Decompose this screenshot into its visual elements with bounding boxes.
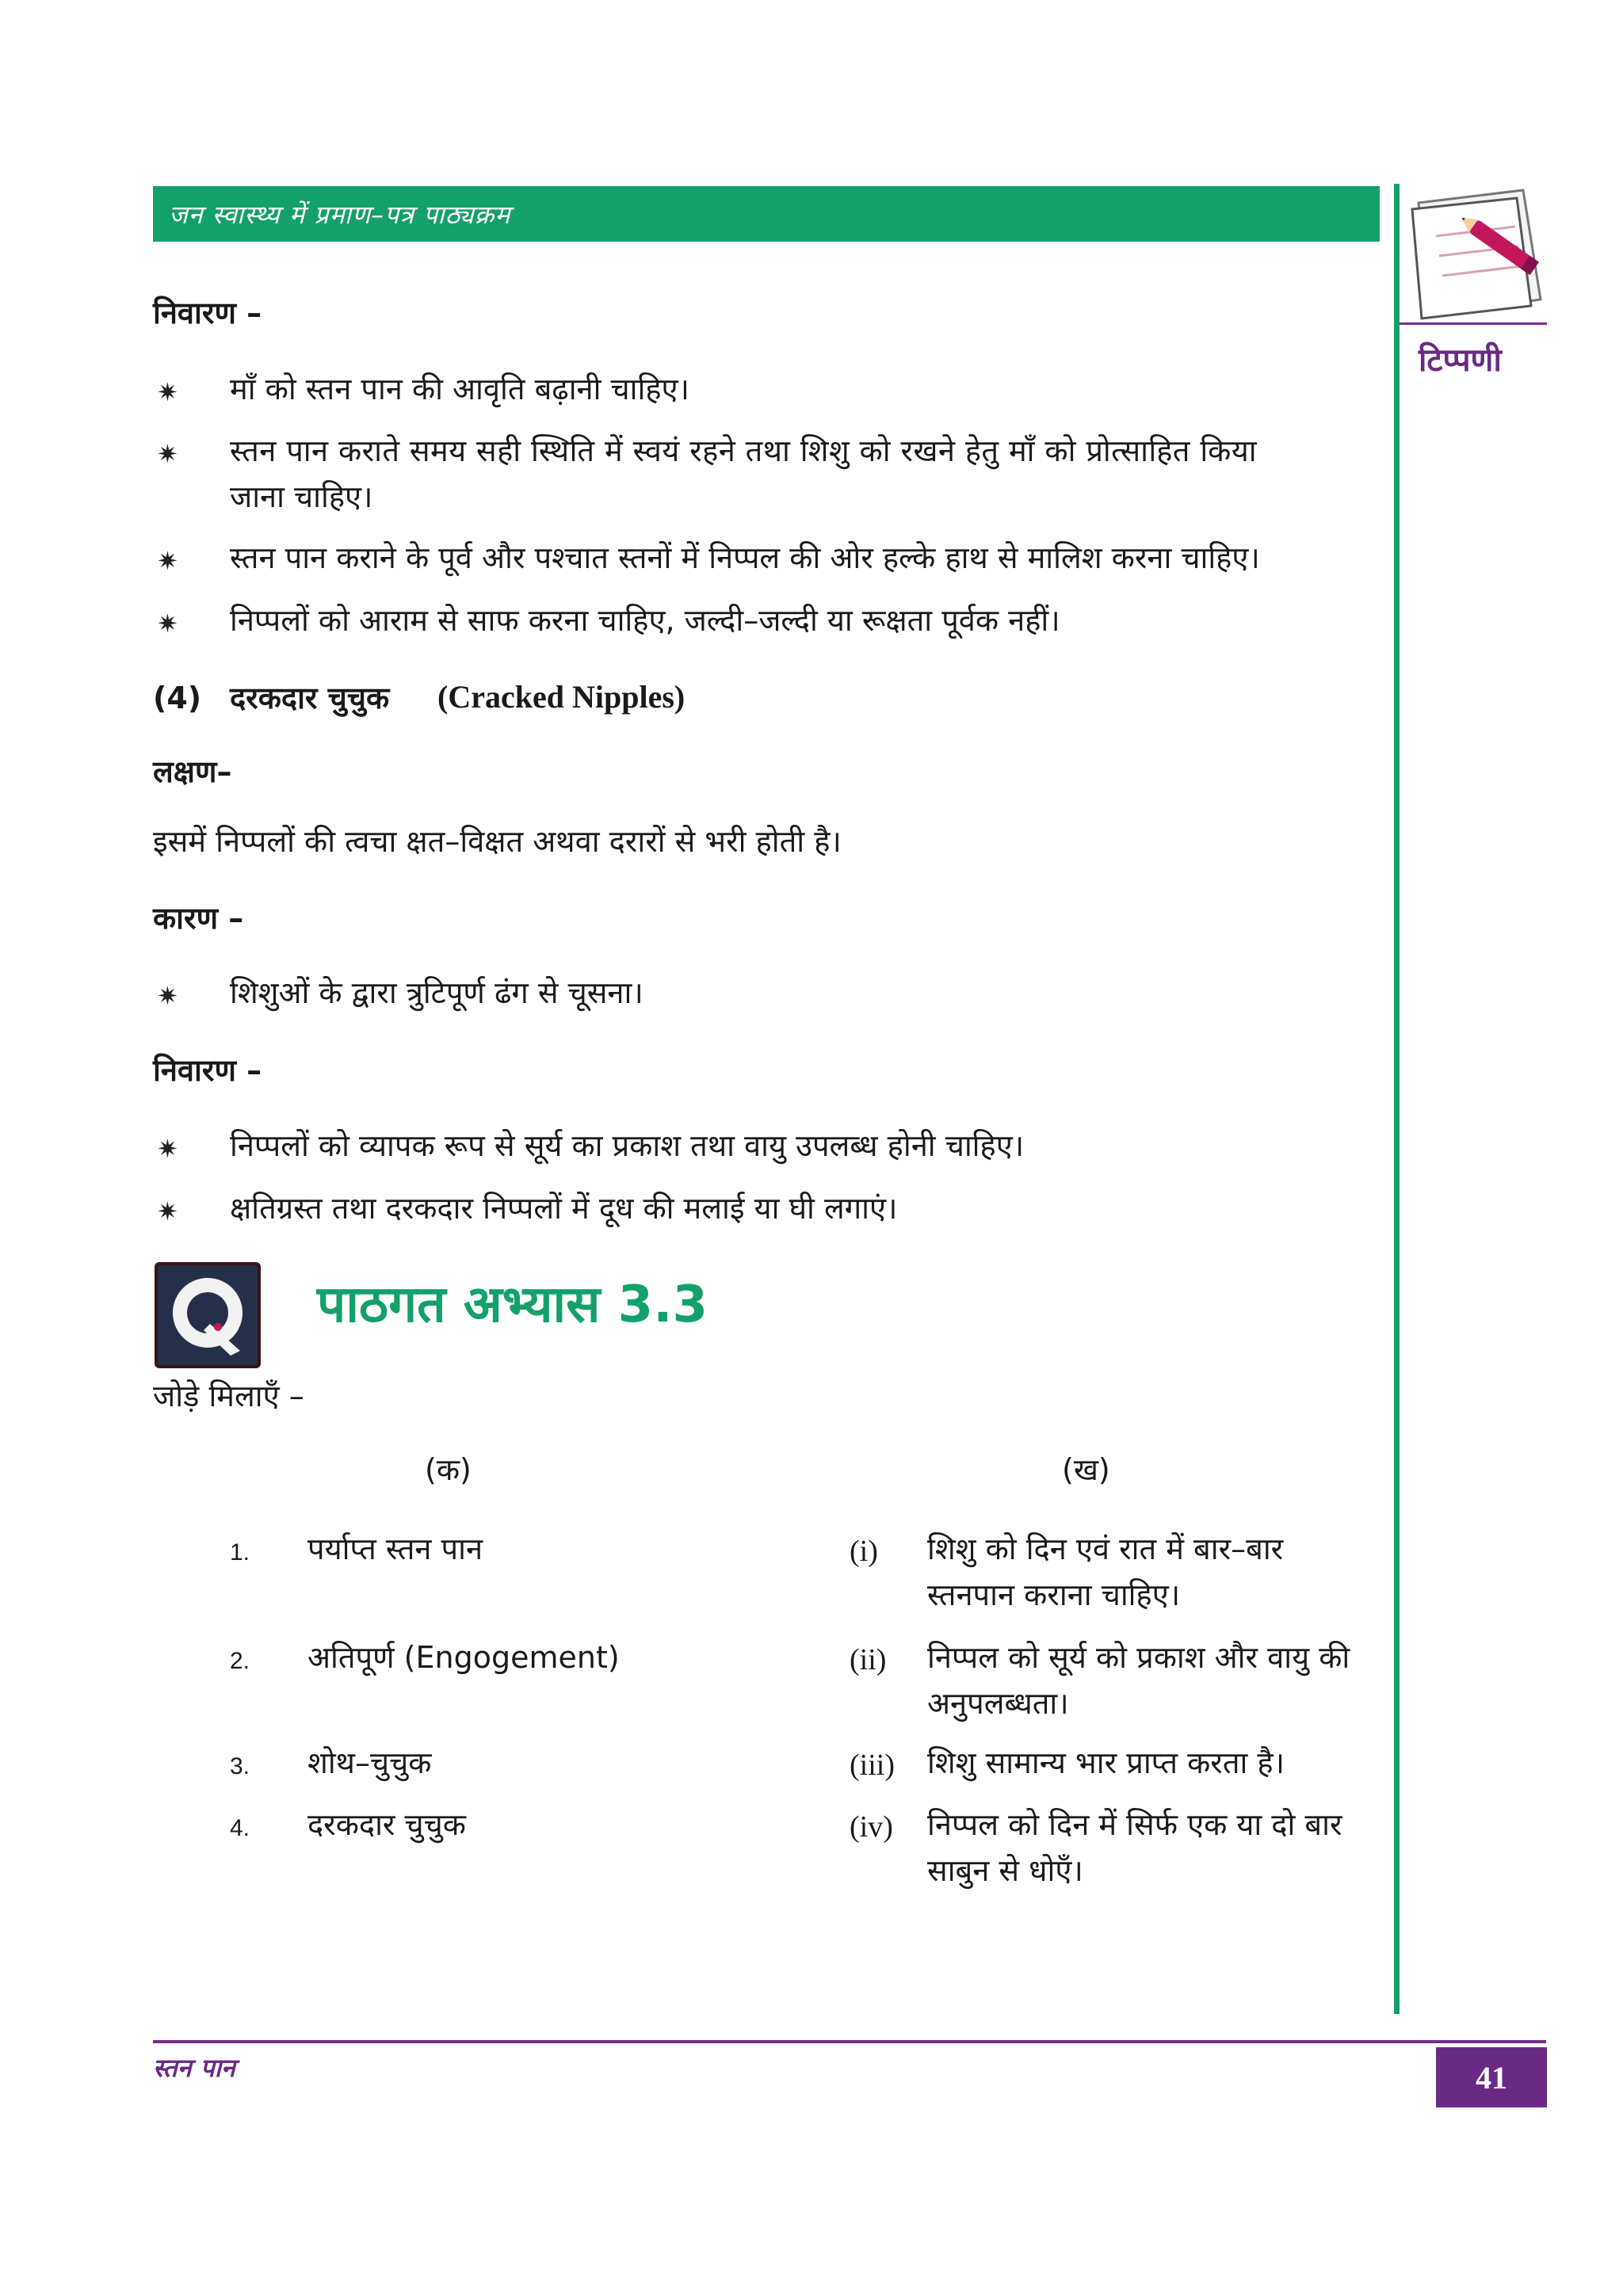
match-left-item: शोथ–चुचुक: [307, 1745, 432, 1780]
match-right-item: निप्पल को सूर्य को प्रकाश और वायु की: [927, 1640, 1350, 1675]
symptoms-text: इसमें निप्पलों की त्वचा क्षत–विक्षत अथवा दरारों से भरी होती है।: [153, 824, 842, 859]
item-number: 2.: [230, 1648, 250, 1674]
match-left-item: अतिपूर्ण (Engogement): [307, 1640, 620, 1675]
item-number: 4.: [230, 1815, 250, 1841]
match-right-item: शिशु को दिन एवं रात में बार–बार: [927, 1531, 1284, 1566]
bullet-icon: ✷: [157, 981, 178, 1011]
bullet-icon: ✷: [157, 1134, 178, 1164]
list-item: माँ को स्तन पान की आवृति बढ़ानी चाहिए।: [230, 372, 689, 406]
match-right-item: निप्पल को दिन में सिर्फ एक या दो बार: [927, 1807, 1342, 1842]
exercise-instruction: जोड़े मिलाएँ –: [153, 1379, 304, 1413]
prevention-heading-2: निवारण –: [153, 1053, 262, 1088]
section-title-hindi: दरकदार चुचुक: [230, 681, 390, 715]
course-title: जन स्वास्थ्य में प्रमाण–पत्र पाठ्यक्रम: [169, 199, 511, 230]
page-number: 41: [1436, 2047, 1547, 2107]
list-item: स्तन पान कराते समय सही स्थिति में स्वयं रहने तथा शिशु को रखने हेतु माँ को प्रोत्साहित किया: [230, 433, 1258, 468]
exercise-title: पाठगत अभ्यास 3.3: [317, 1276, 708, 1334]
item-numeral: (iii): [850, 1749, 895, 1782]
bullet-icon: ✷: [157, 608, 178, 639]
bullet-icon: ✷: [157, 377, 178, 407]
bullet-icon: ✷: [157, 439, 178, 469]
item-numeral: (i): [850, 1535, 878, 1568]
bullet-icon: ✷: [157, 1196, 178, 1226]
column-a-header: (क): [425, 1452, 472, 1487]
note-divider: [1400, 322, 1547, 325]
cause-heading: कारण –: [153, 901, 244, 936]
match-right-item-continuation: अनुपलब्धता।: [927, 1686, 1069, 1721]
bullet-icon: ✷: [157, 546, 178, 576]
note-label: टिप्पणी: [1419, 342, 1502, 379]
list-item-continuation: जाना चाहिए।: [230, 479, 373, 514]
match-right-item-continuation: स्तनपान कराना चाहिए।: [927, 1577, 1181, 1612]
list-item: स्तन पान कराने के पूर्व और पश्चात स्तनों में निप्पल की ओर हल्के हाथ से मालिश करना चाहिए।: [230, 540, 1260, 575]
match-right-item-continuation: साबुन से धोएँ।: [927, 1853, 1083, 1888]
header-bar: [153, 186, 1380, 242]
list-item: निप्पलों को आराम से साफ करना चाहिए, जल्दी–जल्दी या रूक्षता पूर्वक नहीं।: [230, 603, 1060, 638]
section-title-english: (Cracked Nipples): [437, 679, 685, 715]
prevention-heading: निवारण –: [153, 296, 262, 330]
item-numeral: (iv): [850, 1810, 893, 1844]
list-item: निप्पलों को व्यापक रूप से सूर्य का प्रकाश तथा वायु उपलब्ध होनी चाहिए।: [230, 1128, 1025, 1163]
margin-line: [1394, 184, 1400, 2014]
match-left-item: पर्याप्त स्तन पान: [307, 1531, 483, 1566]
section-number: (4): [153, 681, 202, 715]
footer-chapter: स्तन पान: [153, 2053, 235, 2083]
list-item: क्षतिग्रस्त तथा दरकदार निप्पलों में दूध की मलाई या घी लगाएं।: [230, 1191, 898, 1226]
item-number: 3.: [230, 1753, 250, 1779]
item-number: 1.: [230, 1539, 250, 1566]
item-numeral: (ii): [850, 1643, 887, 1676]
footer-rule: [153, 2040, 1546, 2043]
note-pen-icon: [1404, 181, 1552, 323]
column-b-header: (ख): [1062, 1452, 1110, 1487]
match-left-item: दरकदार चुचुक: [307, 1807, 466, 1842]
symptoms-heading: लक्षण–: [153, 754, 232, 789]
list-item: शिशुओं के द्वारा त्रुटिपूर्ण ढंग से चूसना।: [230, 975, 643, 1010]
question-icon: [155, 1262, 261, 1368]
match-right-item: शिशु सामान्य भार प्राप्त करता है।: [927, 1745, 1285, 1780]
